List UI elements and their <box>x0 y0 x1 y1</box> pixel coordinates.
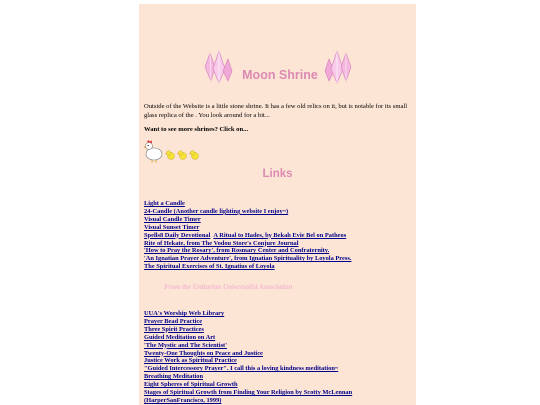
link-item[interactable]: Guided Meditation on Art <box>144 333 216 341</box>
crystal-icon <box>201 49 233 85</box>
page-title: Moon Shrine <box>242 68 318 82</box>
link-item[interactable]: Justice Work as Spiritual Practice <box>144 357 237 365</box>
link-item[interactable]: Spells8 Daily Devotional A Ritual to Hades, by Bekah Evie Bel on Patheos <box>144 231 347 239</box>
link-item[interactable]: Stages of Spiritual Growth from Finding Your Religion by Scotty McLennan <box>144 389 353 397</box>
uua-heading: From the Unitarian Universalist Association <box>164 283 293 291</box>
link-item[interactable]: Breathing Meditation <box>144 373 203 381</box>
link-item[interactable]: Prayer Bead Practice <box>144 317 203 325</box>
chick-icon[interactable] <box>189 151 199 160</box>
link-item[interactable]: Light a Candle <box>144 200 185 207</box>
links-list <box>144 200 414 271</box>
link-item[interactable]: Eight Spheres of Spiritual Growth <box>144 381 238 389</box>
intro-paragraph <box>144 102 414 120</box>
links-heading: Links <box>262 168 293 180</box>
uua-links-list <box>144 310 414 405</box>
shrine-chicks-link[interactable] <box>143 137 213 165</box>
link-item[interactable]: Visual Candle Timer <box>144 215 201 223</box>
hen-icon[interactable] <box>144 140 163 163</box>
link-item[interactable]: Twenty-One Thoughts on Peace and Justice <box>144 349 263 357</box>
link-item[interactable]: UUA's Worship Web Library <box>144 310 225 317</box>
link-item[interactable]: 24-Candle (Another candle lighting website I enjoy~) <box>144 207 289 215</box>
link-item[interactable]: The Spiritual Exercises of St. Ignatius of Loyola <box>144 263 275 271</box>
intro-text-after: . You look around for a bit... <box>195 112 270 119</box>
chick-icon[interactable] <box>177 151 187 160</box>
more-shrines-prompt: Want to see more shrines? Click on... <box>144 126 249 133</box>
link-item[interactable]: A Ritual to Hades, by Bekah Evie Bel on Patheos <box>213 231 347 239</box>
link-item[interactable]: 'The Mystic and The Scientist' <box>144 341 227 349</box>
chick-icon[interactable] <box>165 151 175 160</box>
crystal-icon <box>322 49 354 85</box>
link-item[interactable]: 'How to Pray the Rosary', from Rosmary Center and Confraternity. <box>144 247 330 255</box>
link-item[interactable]: 'An Ignatian Prayer Adventure', from Ignatian Spirituality by Loyola Press. <box>144 255 352 263</box>
shrine-page <box>139 4 416 405</box>
link-item[interactable]: Rite of Hekate, from The Vodou Store's Conjure Journal <box>144 239 299 247</box>
intro-text-before: Outside of the Website is a little stone shrine. It has a few old relics on it, but is notable for its small glass replica of the <box>144 103 408 119</box>
link-item[interactable]: Visual Sunset Timer <box>144 223 200 231</box>
link-item[interactable]: "Guided Intercessory Prayer". I call this a loving kindness meditation~ <box>144 365 339 373</box>
link-item[interactable]: Three Spirit Practices <box>144 325 204 333</box>
page-header <box>139 49 416 91</box>
link-item[interactable]: (HarperSanFrancisco, 1999) <box>144 396 222 404</box>
